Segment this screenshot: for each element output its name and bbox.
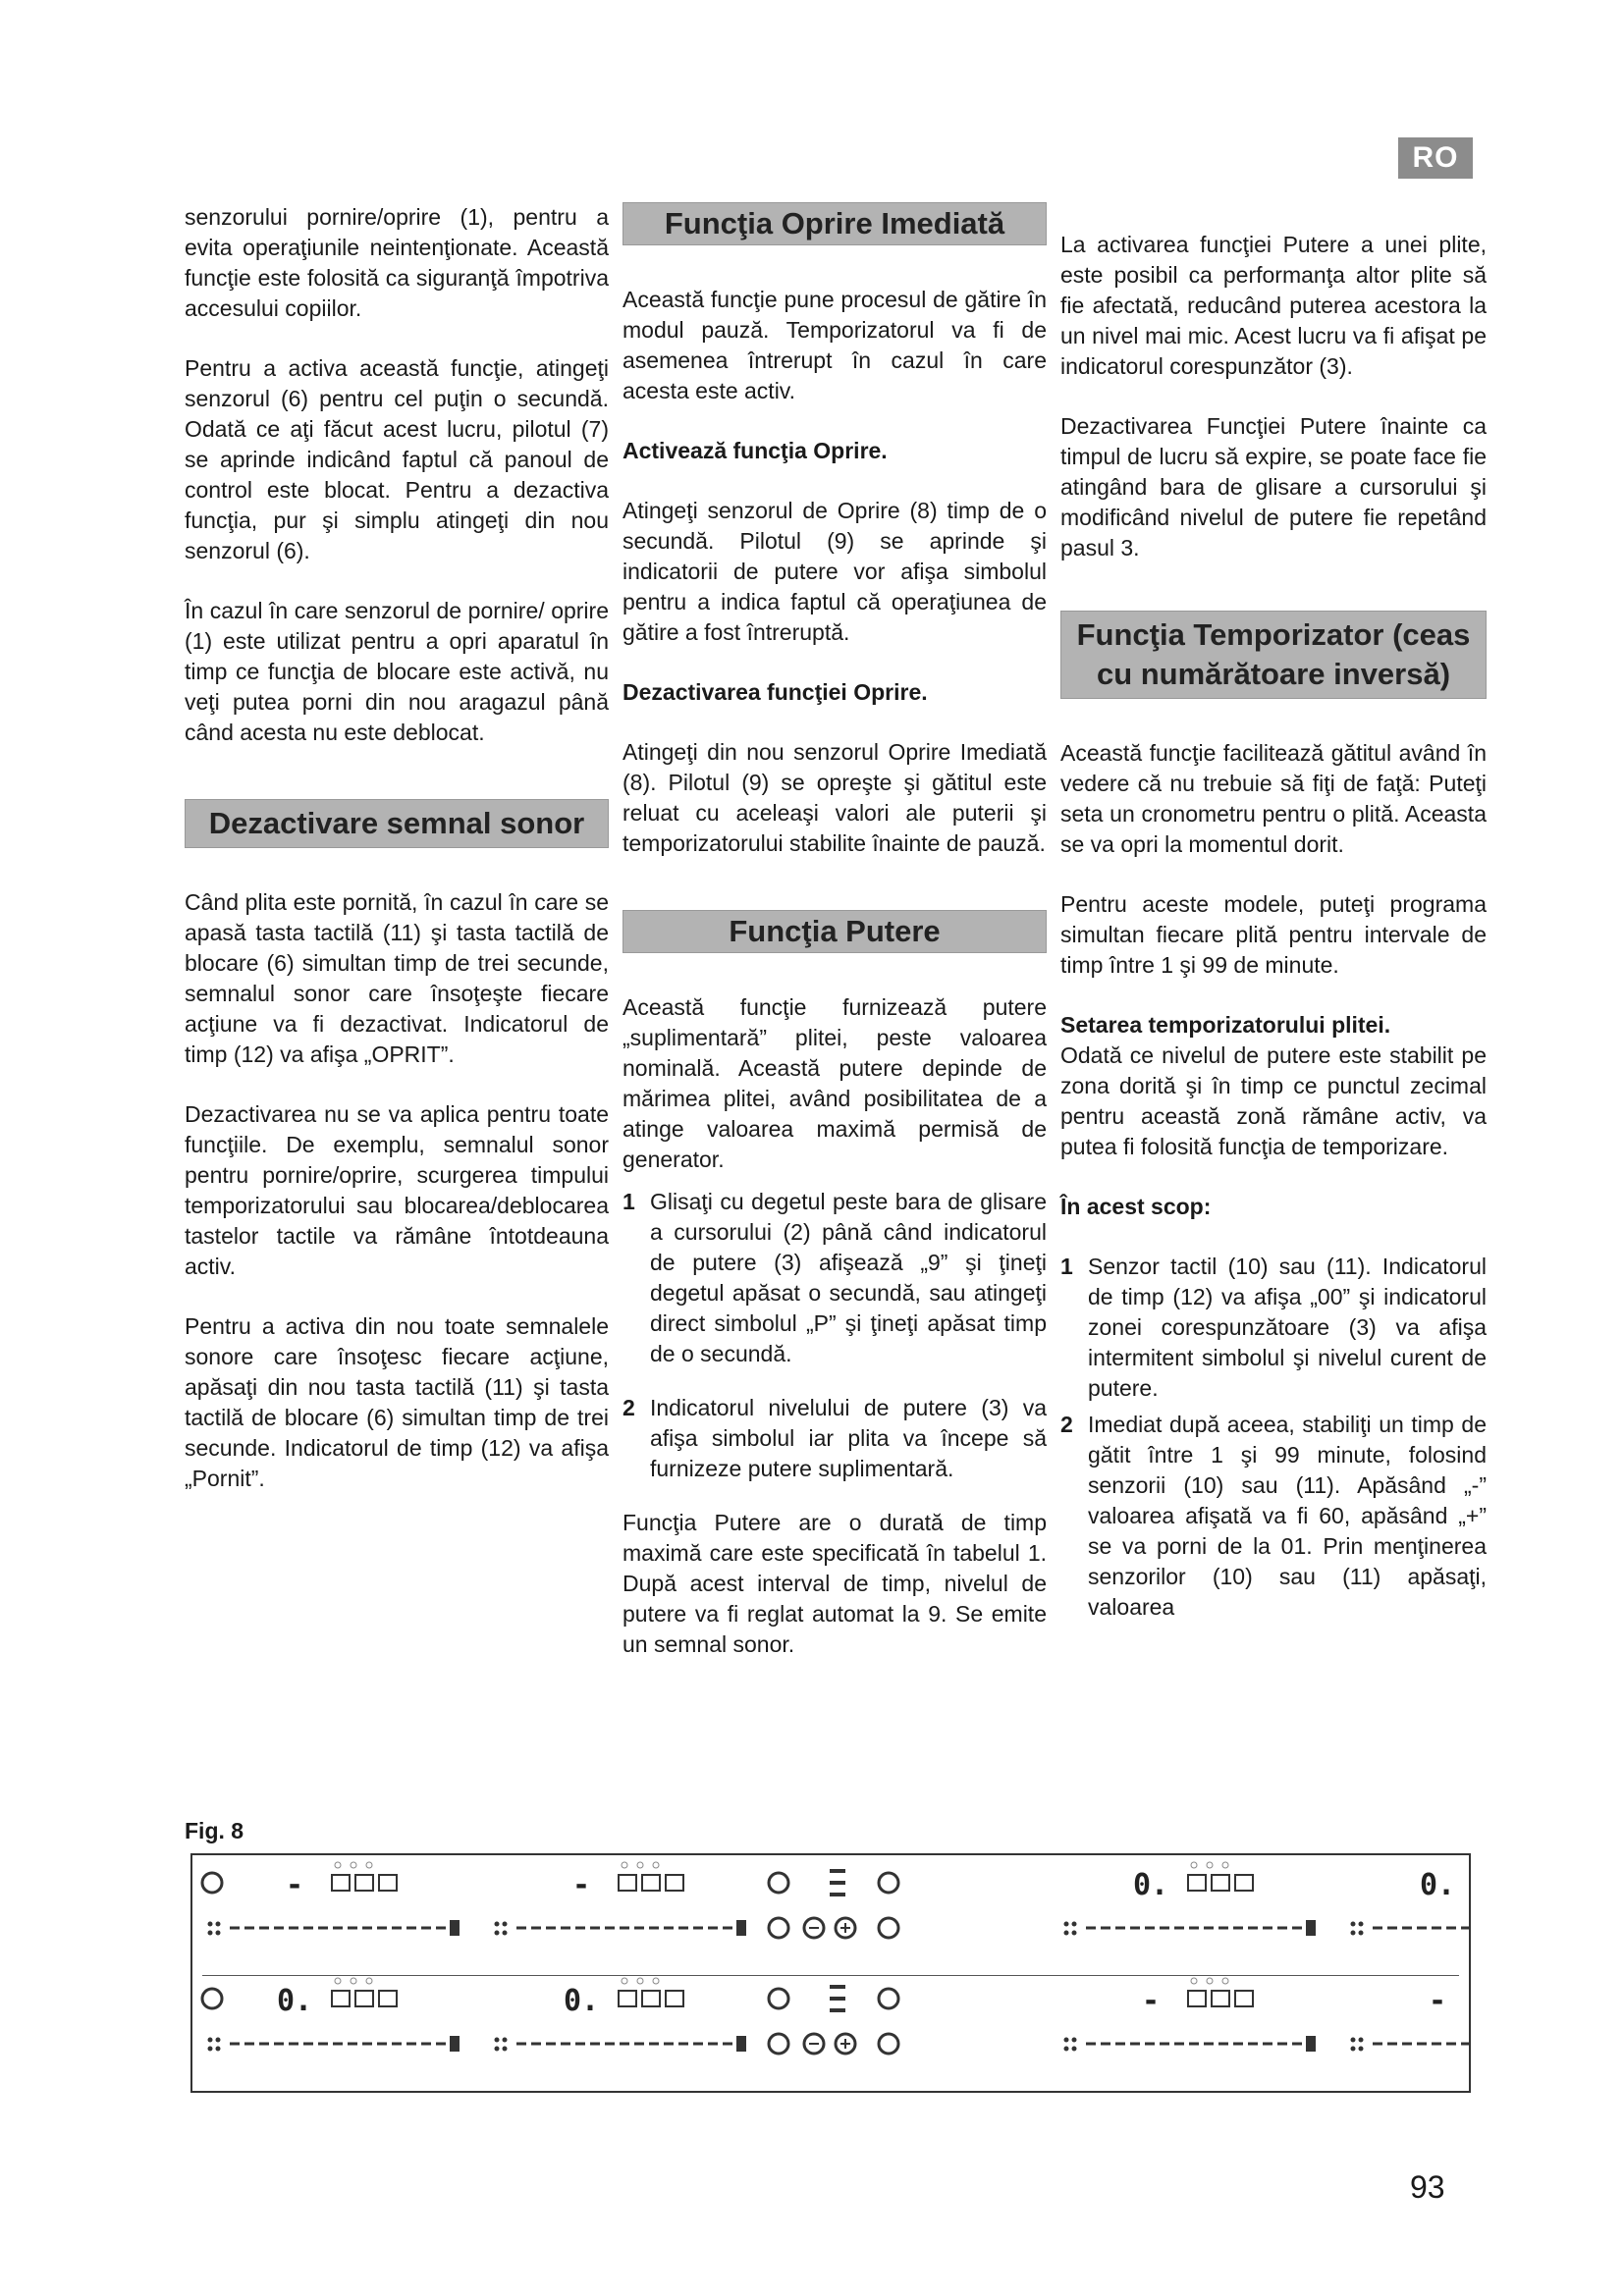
slider-dot [1064,1922,1069,1927]
panel-divider [202,1975,1459,1976]
paragraph: Dezactivarea Funcţiei Putere înainte ca timpul de lucru să expire, se poate face fie atingând bara de glisare a cursorului şi modificând nivelul de putere fie repetând pasul 3. [1060,413,1487,561]
slider-dot [1064,1931,1069,1936]
indicator-dot [366,1862,372,1868]
slider-end [736,2036,746,2052]
power-level-display: - [571,1868,591,1902]
slider-dot [503,1922,508,1927]
power-level-display: 0. [276,1984,313,2018]
paragraph: Pentru a activa această funcţie, atingeţi senzorul (6) pentru cel puţin o secundă. Odată ce aţi făcut acest lucru, pilotul (7) se aprinde indicând faptul că panoul de control este blocat. Pentru a dezactiva funcţia, pur şi simplu atingeţi din nou senzorul (6). [185,355,609,563]
slider-dot [495,1922,500,1927]
indicator-dot [653,1978,659,1984]
list-item [623,1393,1047,1484]
timer-digit [1235,1875,1253,1891]
paragraph: Această funcţie furnizează putere „suplimentară” plitei, peste valoarea nominală. Această putere depinde de mărimea plitei, având posibilitatea de a atinge valoarea maximă permisă de generator. [623,994,1047,1172]
slider-dot [216,1922,221,1927]
power-level-display: - [285,1868,304,1902]
segment-bar [830,1881,845,1885]
column-1 [185,202,609,1523]
timer-digit [1212,1991,1229,2006]
slider-dot [503,2038,508,2043]
slider-dot [495,2047,500,2052]
indicator-dot [351,1862,356,1868]
timer-digit [379,1875,397,1891]
slider-dot [1359,1922,1364,1927]
indicator-dot [1222,1978,1228,1984]
indicator-dot [351,1978,356,1984]
slider-dot [216,1931,221,1936]
slider-dot [216,2038,221,2043]
figure-label: Fig. 8 [185,1818,244,1843]
slider-end [1306,1920,1316,1936]
language-badge: RO [1398,137,1473,179]
slider-dot [1072,1922,1077,1927]
pause-icon [879,1873,898,1893]
timer-icon [769,1918,788,1938]
segment-bar [830,1985,845,1989]
segment-bar [830,1997,845,2001]
section-heading: Funcţia Oprire Imediată [623,202,1047,245]
paragraph: Pentru aceste modele, puteţi programa simultan fiecare plită pentru intervale de timp între 1 şi 99 de minute. [1060,891,1487,978]
indicator-dot [653,1862,659,1868]
timer-digit [1212,1875,1229,1891]
slider-dot [208,2047,213,2052]
timer-digit [642,1875,660,1891]
timer-digit [355,1875,373,1891]
segment-bar [830,1893,845,1896]
slider-dot [1359,2047,1364,2052]
power-icon [202,1989,222,2008]
column-2 [623,202,1047,1689]
panel-row-bottom [202,1978,1469,2054]
power-level-display: 0. [563,1984,600,2018]
power-icon [202,1873,222,1893]
slider-dot [208,2038,213,2043]
timer-digit [1188,1991,1206,2006]
slider-dot [1064,2047,1069,2052]
indicator-dot [622,1862,627,1868]
timer-digit [355,1991,373,2006]
timer-icon [769,2034,788,2054]
list-item [623,1187,1047,1369]
segment-bar [830,2008,845,2012]
timer-digit [619,1991,636,2006]
lock-icon [769,1873,788,1893]
section-heading: Funcţia Temporizator (ceas cu numărătoare inversă) [1060,611,1487,699]
paragraph: La activarea funcţiei Putere a unei plite, este posibil ca performanţa altor plite să fie afectată, reducând puterea acestora la un nivel mai mic. Acest lucru va fi afişat pe indicatorul corespunzător (3). [1060,232,1487,379]
list-item [1060,1410,1487,1623]
slider-dot [216,2047,221,2052]
slider-dot [1072,1931,1077,1936]
indicator-dot [1191,1862,1197,1868]
indicator-dot [335,1862,341,1868]
list-text: Imediat după aceea, stabiliţi un timp de gătit între 1 şi 99 minute, folosind senzorii (10) sau (11). Apăsând „-” valoarea afişată va fi 60, apăsând „+” se va porni de la 01. Prin menţinerea senzorilor (10) sau (11) apăsaţi, valoarea [1088,1412,1487,1620]
slider-dot [503,1931,508,1936]
power-level-display: 0. [1419,1868,1456,1902]
section-heading: Funcţia Putere [623,910,1047,953]
indicator-dot [637,1862,643,1868]
list-number: 1 [623,1189,635,1214]
slider-dot [1351,2047,1356,2052]
subheading: Dezactivarea funcţiei Oprire. [623,679,928,705]
list-item [1060,1252,1487,1404]
section-heading: Dezactivare semnal sonor [185,799,609,848]
subheading: În acest scop: [1060,1194,1212,1219]
pause-icon [879,1989,898,2008]
subheading: Setarea temporizatorului plitei. [1060,1012,1391,1038]
timer-digit [332,1875,350,1891]
list-number: 1 [1060,1254,1073,1279]
slider-dot [495,1931,500,1936]
indicator-dot [637,1978,643,1984]
slider-dot [1359,2038,1364,2043]
control-panel-diagram [192,1855,1469,2091]
power-level-display: - [1141,1984,1161,2018]
slider-dot [1064,2038,1069,2043]
slider-end [450,2036,460,2052]
slider-dot [1072,2038,1077,2043]
paragraph: Această funcţie facilitează gătitul având în vedere că nu trebuie să fiţi de faţă: Puteţi seta un cronometru pentru o plită. Aceasta se va opri la momentul dorit. [1060,740,1487,857]
list-text: Senzor tactil (10) sau (11). Indicatorul de timp (12) va afişa „00” şi indicatorul zonei corespunzătoare (3) va afişa intermitent simbolul şi nivelul curent de putere. [1088,1254,1487,1401]
paragraph: Dezactivarea nu se va aplica pentru toate funcţiile. De exemplu, semnalul sonor pentru pornire/oprire, scurgerea timpului temporizatorului sau blocarea/deblocarea tastelor tactile va rămâne întotdeauna activ. [185,1101,609,1279]
indicator-dot [1207,1862,1213,1868]
timer-digit [619,1875,636,1891]
slider-dot [1072,2047,1077,2052]
slider-dot [495,2038,500,2043]
paragraph: senzorului pornire/oprire (1), pentru a evita operaţiunile neintenţionate. Această funcţie este folosită ca siguranţă împotriva accesului copiilor. [185,204,609,321]
page-number: 93 [1410,2169,1445,2205]
timer-digit [666,1991,683,2006]
paragraph: Funcţia Putere are o durată de timp maximă care este specificată în tabelul 1. După acest interval de timp, nivelul de putere va fi reglat automat la 9. Se emite un semnal sonor. [623,1510,1047,1657]
slider-end [450,1920,460,1936]
column-3 [1060,230,1487,1646]
paragraph: Când plita este pornită, în cazul în care se apasă tasta tactilă (11) şi tasta tactilă de blocare (6) simultan timp de trei secunde, semnalul sonor care însoţeşte fiecare acţiune va fi dezactivat. Indicatorul de timp (12) va afişa „OPRIT”. [185,889,609,1067]
timer-digit [666,1875,683,1891]
indicator-dot [1207,1978,1213,1984]
timer-digit [1188,1875,1206,1891]
paragraph: Atingeţi din nou senzorul Oprire Imediată (8). Pilotul (9) se opreşte şi gătitul este reluat cu aceleaşi valori ale puterii şi temporizatorului stabilite înainte de pauză. [623,739,1047,856]
power-level-display: - [1428,1984,1447,2018]
paragraph: Atingeţi senzorul de Oprire (8) timp de o secundă. Pilotul (9) se aprinde şi indicatorii de putere vor afişa simbolul pentru a indica faptul că operaţiunea de gătire a fost întreruptă. [623,498,1047,645]
paragraph: Pentru a activa din nou toate semnalele sonore care însoţesc fiecare acţiune, apăsaţi din nou tasta tactilă (11) şi tasta tactilă de blocare (6) simultan timp de trei secunde. Indicatorul de timp (12) va afişa „Pornit”. [185,1313,609,1491]
list-text: Indicatorul nivelului de putere (3) va afişa simbolul iar plita va începe să furnizeze putere suplimentară. [650,1395,1047,1481]
timer-digit [642,1991,660,2006]
paragraph: În cazul în care senzorul de pornire/ oprire (1) este utilizat pentru a opri aparatul în timp ce funcţia de blocare este activă, nu veţi putea porni din nou aragazul până când acesta nu este deblocat. [185,598,609,745]
indicator-dot [335,1978,341,1984]
slider-dot [208,1922,213,1927]
subheading: Activează funcţia Oprire. [623,438,888,463]
timer-digit [379,1991,397,2006]
indicator-dot [366,1978,372,1984]
paragraph: Această funcţie pune procesul de gătire în modul pauză. Temporizatorul va fi de asemenea întrerupt în cazul în care acesta este activ. [623,287,1047,403]
timer-digit [1235,1991,1253,2006]
slider-dot [1351,1931,1356,1936]
list-number: 2 [623,1395,635,1420]
slider-dot [503,2047,508,2052]
indicator-dot [1191,1978,1197,1984]
power-boost-icon [879,2034,898,2054]
indicator-dot [622,1978,627,1984]
slider-end [1306,2036,1316,2052]
power-boost-icon [879,1918,898,1938]
slider-dot [208,1931,213,1936]
control-panel-figure [190,1853,1471,2093]
slider-end [736,1920,746,1936]
power-level-display: 0. [1132,1868,1169,1902]
timer-digit [332,1991,350,2006]
slider-dot [1351,2038,1356,2043]
lock-icon [769,1989,788,2008]
list-text: Glisaţi cu degetul peste bara de glisare a cursorului (2) până când indicatorul de putere (3) afişează „9” şi ţineţi degetul apăsat o secundă, sau atingeţi direct simbolul „P” şi ţineţi apăsat timp de o secundă. [650,1189,1047,1366]
slider-dot [1359,1931,1364,1936]
indicator-dot [1222,1862,1228,1868]
list-number: 2 [1060,1412,1073,1437]
slider-dot [1351,1922,1356,1927]
panel-row-top [202,1862,1469,1938]
segment-bar [830,1869,845,1873]
paragraph: Odată ce nivelul de putere este stabilit pe zona dorită şi în timp ce punctul zecimal pentru această zonă rămâne activ, va putea fi folosită funcţia de temporizare. [1060,1042,1487,1159]
